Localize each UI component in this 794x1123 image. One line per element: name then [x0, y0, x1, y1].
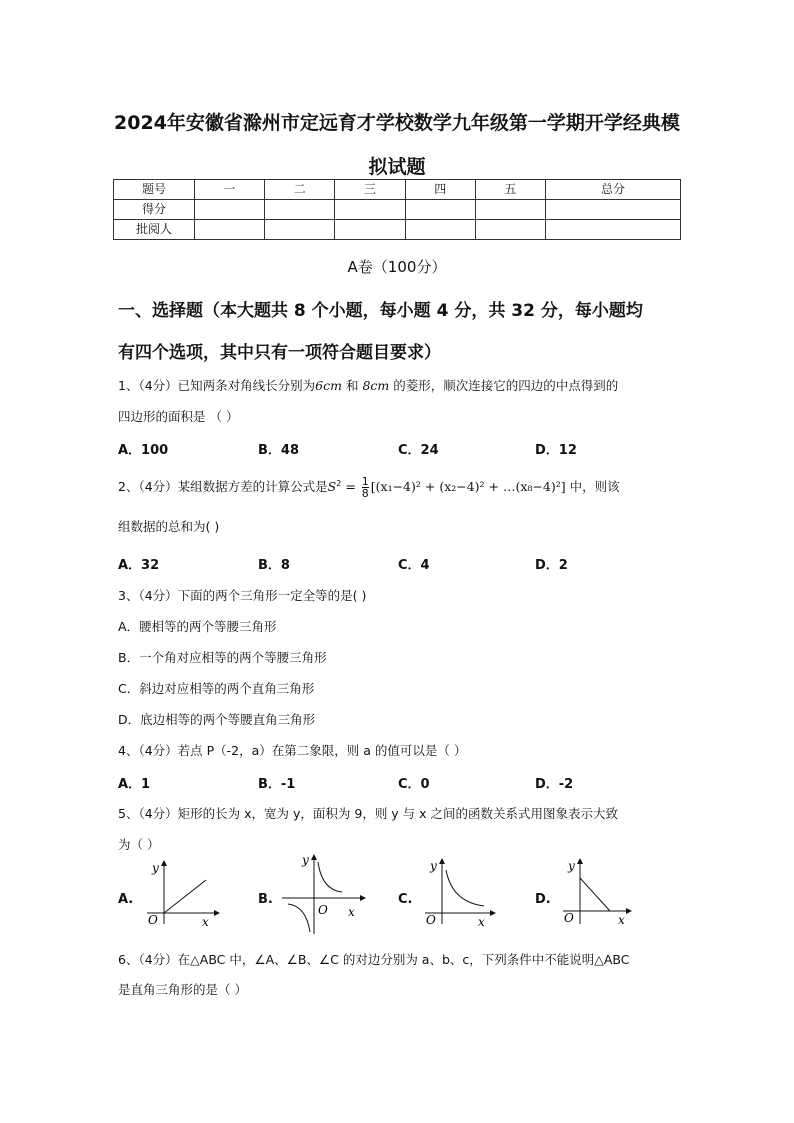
origin-label: O [564, 911, 574, 925]
section-heading-line2: 有四个选项，其中只有一项符合题目要求） [118, 343, 441, 363]
option-d[interactable]: D．底边相等的两个等腰直角三角形 [118, 712, 316, 727]
question-6-stem-line2: 是直角三角形的是（ ） [118, 982, 247, 997]
paper-section-label: A卷（100分） [347, 258, 447, 276]
score-input-cell[interactable] [335, 220, 405, 240]
graph-label-b[interactable]: B. [258, 892, 273, 907]
table-cell: 总分 [546, 180, 681, 200]
page-title-line2: 拟试题 [368, 156, 426, 178]
axis-x-label: x [202, 915, 209, 928]
score-input-cell[interactable] [335, 200, 405, 220]
question-4-stem: 4、（4分）若点 P（-2，a）在第二象限，则 a 的值可以是（ ） [118, 743, 467, 758]
table-row [114, 180, 681, 200]
score-input-cell[interactable] [546, 200, 681, 220]
graph-label-c[interactable]: C. [398, 892, 413, 907]
table-cell: 题号 [114, 180, 195, 200]
origin-label: O [148, 913, 158, 927]
axis-y-label: y [430, 859, 437, 873]
option-d[interactable]: D．12 [535, 443, 577, 458]
section-heading-line1: 一、选择题（本大题共 8 个小题，每小题 4 分，共 32 分，每小题均 [118, 301, 643, 321]
option-d[interactable]: D．2 [535, 558, 568, 573]
score-input-cell[interactable] [265, 200, 335, 220]
option-a[interactable]: A．腰相等的两个等腰三角形 [118, 619, 277, 634]
graph-d[interactable] [558, 856, 638, 928]
table-row [114, 200, 681, 220]
question-5-stem: 5、（4分）矩形的长为 x，宽为 y，面积为 9，则 y 与 x 之间的函数关系式用图象表示大致 [118, 806, 619, 821]
question-1-stem-line2: 四边形的面积是 （ ） [118, 409, 239, 424]
axis-x-label: x [348, 905, 355, 919]
score-input-cell[interactable] [475, 220, 545, 240]
axis-x-label: x [618, 913, 625, 927]
table-cell: 一 [195, 180, 265, 200]
option-c[interactable]: C．斜边对应相等的两个直角三角形 [118, 681, 315, 696]
score-input-cell[interactable] [195, 200, 265, 220]
table-cell: 二 [265, 180, 335, 200]
option-c[interactable]: C．0 [398, 777, 430, 792]
graph-label-a[interactable]: A. [118, 892, 134, 907]
table-cell: 批阅人 [114, 220, 195, 240]
axis-y-label: y [302, 853, 309, 867]
page-title-line1: 2024年安徽省滁州市定远育才学校数学九年级第一学期开学经典模 [114, 112, 680, 134]
score-input-cell[interactable] [405, 220, 475, 240]
axis-y-label: y [152, 861, 159, 875]
graph-label-d[interactable]: D. [535, 892, 551, 907]
option-b[interactable]: B．-1 [258, 777, 296, 792]
axis-x-label: x [478, 915, 485, 928]
origin-label: O [426, 913, 436, 927]
option-b[interactable]: B．一个角对应相等的两个等腰三角形 [118, 650, 327, 665]
score-input-cell[interactable] [546, 220, 681, 240]
fraction: $\frac{1}{8}$ [361, 475, 369, 500]
table-row [114, 220, 681, 240]
option-a[interactable]: A．1 [118, 777, 151, 792]
option-d[interactable]: D．-2 [535, 777, 574, 792]
option-b[interactable]: B．8 [258, 558, 290, 573]
table-cell: 得分 [114, 200, 195, 220]
origin-label: O [318, 903, 328, 917]
option-b[interactable]: B．48 [258, 443, 299, 458]
table-cell: 五 [475, 180, 545, 200]
question-2-stem-line2: 组数据的总和为( ) [118, 519, 220, 534]
graph-c[interactable] [420, 856, 500, 928]
table-cell: 三 [335, 180, 405, 200]
score-input-cell[interactable] [475, 200, 545, 220]
variance-formula: [(x₁−4)² + (x₂−4)² + …(x₈−4)²] [370, 479, 566, 494]
option-a[interactable]: A．32 [118, 558, 160, 573]
table-cell: 四 [405, 180, 475, 200]
graph-b[interactable] [280, 852, 370, 936]
graph-a[interactable] [142, 858, 222, 928]
question-1-stem: 1、（4分）已知两条对角线长分别为6cm 和 8cm 的菱形，顺次连接它的四边的中点得到的 [118, 378, 619, 393]
option-c[interactable]: C．4 [398, 558, 430, 573]
variance-symbol: S [327, 479, 337, 494]
question-3-stem: 3、（4分）下面的两个三角形一定全等的是( ) [118, 588, 367, 603]
question-5-stem-line2: 为（ ） [118, 837, 160, 852]
score-input-cell[interactable] [405, 200, 475, 220]
option-c[interactable]: C．24 [398, 443, 439, 458]
option-a[interactable]: A．100 [118, 443, 169, 458]
score-input-cell[interactable] [265, 220, 335, 240]
question-2-stem: 2、（4分）某组数据方差的计算公式是$S^2$ = $\frac{1}{8}$ [(x₁−4)² + (x₂−4)² + …(x₈−4)²] 中，则该 [118, 475, 620, 500]
question-6-stem: 6、（4分）在△ABC 中，∠A、∠B、∠C 的对边分别为 a、b、c，下列条件中不能说明△ABC [118, 952, 630, 967]
score-input-cell[interactable] [195, 220, 265, 240]
score-table [113, 179, 681, 240]
axis-y-label: y [568, 859, 575, 873]
